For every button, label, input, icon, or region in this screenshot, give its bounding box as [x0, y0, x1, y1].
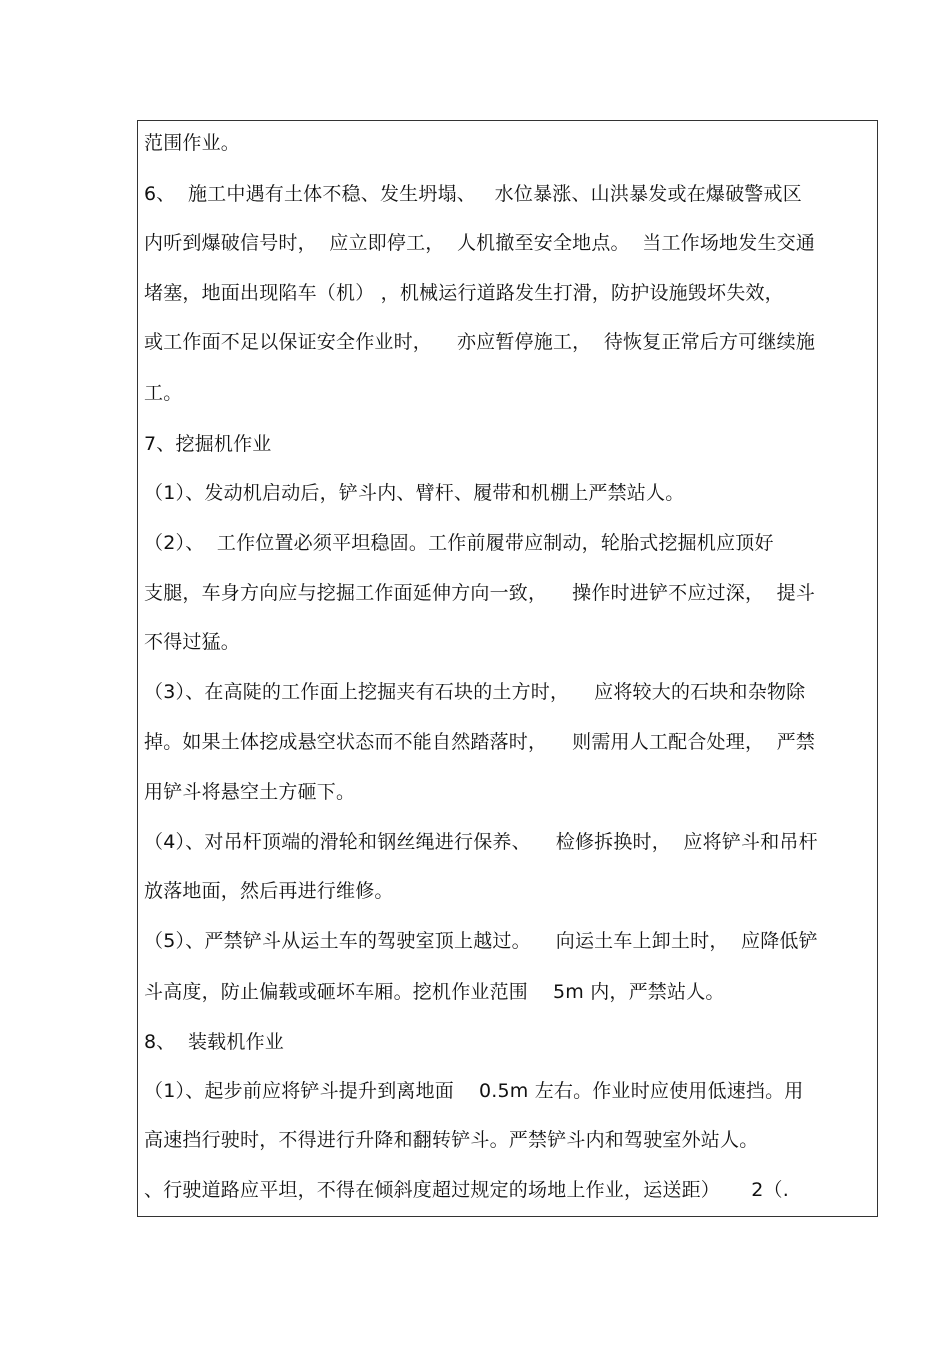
text-line: 高速挡行驶时，不得进行升降和翻转铲斗。严禁铲斗内和驾驶室外站人。: [144, 1129, 759, 1151]
text-line: 堵塞，地面出现陷车（机） ，机械运行道路发生打滑，防护设施毁坏失效，: [144, 282, 784, 304]
text-line: （2）、 工作位置必须平坦稳固。工作前履带应制动，轮胎式挖掘机应顶好: [144, 532, 774, 554]
text-line: 内听到爆破信号时， 应立即停工， 人机撤至安全地点。 当工作场地发生交通: [144, 232, 816, 254]
text-line: （1）、起步前应将铲斗提升到离地面 0.5m 左右。作业时应使用低速挡。用: [144, 1080, 804, 1102]
text-line: 掉。如果土体挖成悬空状态而不能自然踏落时， 则需用人工配合处理， 严禁: [144, 731, 816, 753]
text-line: 6、 施工中遇有土体不稳、发生坍塌、 水位暴涨、山洪暴发或在爆破警戒区: [144, 183, 802, 205]
text-line: 用铲斗将悬空土方砸下。: [144, 781, 356, 803]
section-heading: 8、 装载机作业: [144, 1031, 284, 1053]
text-line: 范围作业。: [144, 132, 241, 154]
text-line: 、行驶道路应平坦，不得在倾斜度超过规定的场地上作业，运送距） 2（.: [144, 1179, 789, 1201]
text-line: （1）、发动机启动后，铲斗内、臂杆、履带和机棚上严禁站人。: [144, 482, 685, 504]
text-line: （5）、严禁铲斗从运土车的驾驶室顶上越过。 向运土车上卸土时， 应降低铲: [144, 930, 818, 952]
text-line: 工。: [144, 382, 183, 404]
text-line: 支腿，车身方向应与挖掘工作面延伸方向一致， 操作时进铲不应过深， 提斗: [144, 582, 816, 604]
section-heading: 7、挖掘机作业: [144, 433, 272, 455]
text-line: （3）、在高陡的工作面上挖掘夹有石块的土方时， 应将较大的石块和杂物除: [144, 681, 806, 703]
text-line: 或工作面不足以保证安全作业时， 亦应暂停施工， 待恢复正常后方可继续施: [144, 331, 816, 353]
text-line: （4）、对吊杆顶端的滑轮和钢丝绳进行保养、 检修拆换时， 应将铲斗和吊杆: [144, 831, 818, 853]
text-line: 斗高度，防止偏载或砸坏车厢。挖机作业范围 5m 内，严禁站人。: [144, 981, 725, 1003]
text-line: 放落地面，然后再进行维修。: [144, 880, 394, 902]
text-line: 不得过猛。: [144, 631, 241, 653]
